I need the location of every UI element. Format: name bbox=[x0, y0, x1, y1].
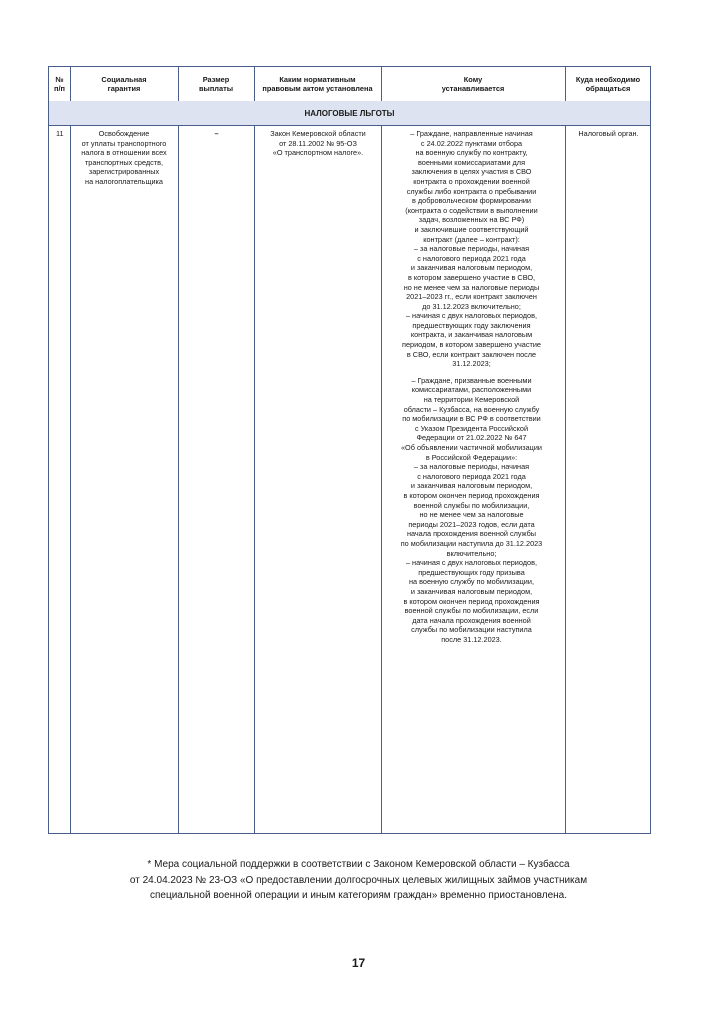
column-divider bbox=[565, 67, 566, 833]
column-divider bbox=[381, 67, 382, 833]
legal-act-text: Закон Кемеровской области от 28.11.2002 № 95-ОЗ «О транспортном налоге». bbox=[270, 129, 366, 158]
footnote-line: от 24.04.2023 № 23-ОЗ «О предоставлении долгосрочных целевых жилищных займов участникам bbox=[129, 874, 588, 886]
row-number: 11 bbox=[56, 129, 64, 138]
guarantee-text: Освобождение от уплаты транспортного налога в отношении всех транспортных средств, зарегистрированных на налогоплательщика bbox=[81, 129, 167, 186]
header-amount: Размер выплаты bbox=[198, 75, 234, 93]
where-to-apply: Налоговый орган. bbox=[578, 129, 639, 138]
header-where: Куда необходимо обращаться bbox=[575, 75, 641, 93]
page-number: 17 bbox=[351, 956, 366, 970]
section-title: НАЛОГОВЫЕ ЛЬГОТЫ bbox=[49, 101, 650, 125]
amount-value: – bbox=[214, 129, 219, 138]
footnote-line: * Мера социальной поддержки в соответствии с Законом Кемеровской области – Кузбасса bbox=[147, 859, 570, 870]
header-act: Каким нормативным правовым актом установлена bbox=[262, 75, 373, 93]
eligible-persons bbox=[386, 129, 557, 644]
row-divider bbox=[49, 125, 650, 126]
header-num: № п/п bbox=[54, 75, 65, 93]
header-whom: Кому устанавливается bbox=[441, 75, 505, 93]
eligible-group-contract: – Граждане, направленные начиная с 24.02.2022 пунктами отбора на военную службу по контракту, военными комиссариатами для заключения в целях участия в СВО контракта о прохождении военной службы либо контракта о пребывании в добровольческом формировании (контракта о содействии в выполнении задач, возложенных на ВС РФ) и заключившие соответствующий контракт (далее – контракт): – за налоговые периоды, начиная с налогового периода 2021 года и заканчивая налоговым периодом, в котором завершено участие в СВО, но не менее чем за налоговые периоды 2021–2023 гг., если контракт заключен до 31.12.2023 включительно; – начиная с двух налоговых периодов, предшествующих году заключения контракта, и заканчивая налоговым периодом, в котором завершено участие в СВО, если контракт заключен после 31.12.2023; bbox=[402, 129, 541, 369]
column-divider bbox=[178, 67, 179, 833]
footnote-line: специальной военной операции и иным категориям граждан» временно приостановлена. bbox=[149, 890, 568, 901]
footnote bbox=[40, 857, 677, 904]
column-divider bbox=[254, 67, 255, 833]
benefits-table bbox=[48, 66, 651, 834]
header-guarantee: Социальная гарантия bbox=[101, 75, 147, 93]
eligible-group-mobilized: – Граждане, призванные военными комиссариатами, расположенными на территории Кемеровской области – Кузбасса, на военную службу по мобилизации в ВС РФ в соответствии с Указом Президента Российской Федерации от 21.02.2022 № 647 «Об объявлении частичной мобилизации в Российской Федерации»: – за налоговые периоды, начиная с налогового периода 2021 года и заканчивая налоговым периодом, в котором окончен период прохождения военной службы по мобилизации, но не менее чем за налоговые периоды 2021–2023 годов, если дата начала прохождения военной службы по мобилизации наступила до 31.12.2023 включительно; – начиная с двух налоговых периодов, предшествующих году призыва на военную службу по мобилизации, и заканчивая налоговым периодом, в котором окончен период прохождения военной службы по мобилизации, если дата начала прохождения военной службы по мобилизации наступила после 31.12.2023. bbox=[400, 375, 543, 644]
